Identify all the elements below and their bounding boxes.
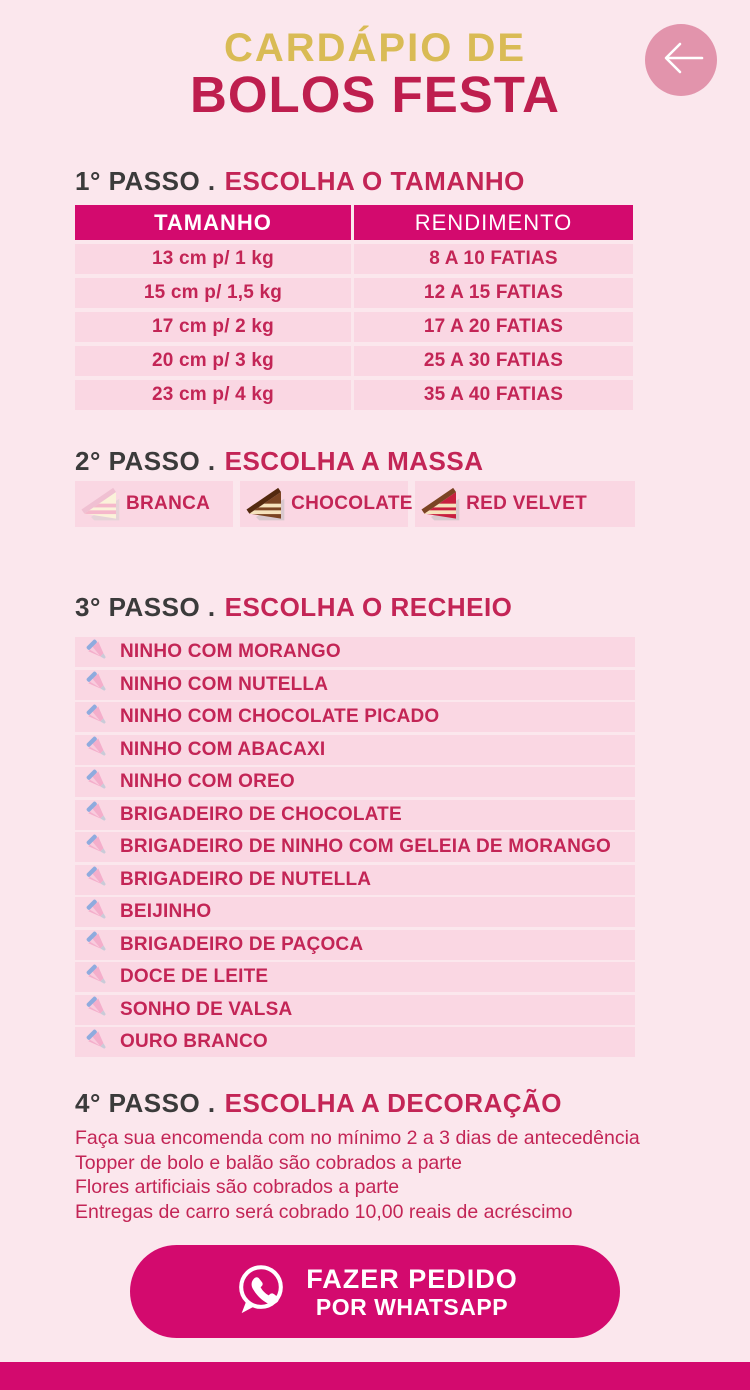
piping-bag-icon [83, 798, 111, 831]
table-cell-size[interactable]: 23 cm p/ 4 kg [75, 380, 351, 410]
massa-option-chocolate[interactable] [240, 481, 413, 527]
back-button[interactable] [645, 24, 717, 96]
table-cell-size[interactable]: 17 cm p/ 2 kg [75, 312, 351, 342]
white-cake-slice-icon [81, 482, 121, 527]
step-2-title: ESCOLHA A MASSA [224, 446, 484, 476]
red-velvet-cake-slice-icon [421, 482, 461, 527]
page-title [0, 26, 750, 123]
step-3-title: ESCOLHA O RECHEIO [224, 592, 513, 622]
note-line: Flores artificiais são cobrados a parte [75, 1176, 400, 1198]
piping-bag-icon [83, 733, 111, 766]
piping-bag-icon [83, 863, 111, 896]
bottom-accent-bar [0, 1362, 750, 1390]
massa-options [75, 481, 635, 527]
massa-option-red-velvet[interactable] [415, 481, 635, 527]
size-table [75, 205, 633, 410]
piping-bag-icon [83, 896, 111, 929]
size-table-header-rendimento: RENDIMENTO [354, 205, 633, 240]
massa-option-label: BRANCA [126, 493, 211, 514]
massa-option-label: RED VELVET [466, 493, 587, 514]
step-3-label: 3° PASSO . [75, 592, 216, 622]
piping-bag-icon [83, 993, 111, 1026]
recheio-option[interactable]: OURO BRANCO [75, 1027, 635, 1057]
massa-option-label: CHOCOLATE [291, 493, 413, 514]
recheio-option[interactable]: DOCE DE LEITE [75, 962, 635, 992]
recheio-options [75, 637, 635, 1057]
step-1-title: ESCOLHA O TAMANHO [224, 166, 525, 196]
recheio-option[interactable]: BRIGADEIRO DE CHOCOLATE [75, 800, 635, 830]
step-1-label: 1° PASSO . [75, 166, 216, 196]
step-4-label: 4° PASSO . [75, 1088, 216, 1118]
step-3-heading [75, 592, 635, 623]
arrow-left-icon [658, 40, 704, 81]
note-line: Entregas de carro será cobrado 10,00 reais de acréscimo [75, 1200, 573, 1223]
page-title-line1: CARDÁPIO DE [223, 26, 527, 70]
recheio-option[interactable]: NINHO COM CHOCOLATE PICADO [75, 702, 635, 732]
piping-bag-icon [83, 668, 111, 701]
massa-option-branca[interactable] [75, 481, 233, 527]
cta-line2: POR WHATSAPP [315, 1293, 509, 1320]
table-cell-yield[interactable]: 17 A 20 FATIAS [354, 312, 633, 342]
note-line: Topper de bolo e balão são cobrados a parte [75, 1151, 463, 1174]
piping-bag-icon [83, 636, 111, 669]
piping-bag-icon [83, 928, 111, 961]
recheio-option[interactable]: NINHO COM MORANGO [75, 637, 635, 667]
note-line: Faça sua encomenda com no mínimo 2 a 3 dias de antecedência [75, 1127, 640, 1149]
table-cell-size[interactable]: 20 cm p/ 3 kg [75, 346, 351, 376]
recheio-option[interactable]: NINHO COM NUTELLA [75, 670, 635, 700]
piping-bag-icon [83, 766, 111, 799]
table-cell-yield[interactable]: 35 A 40 FATIAS [354, 380, 633, 410]
whatsapp-order-button[interactable] [130, 1245, 620, 1338]
table-cell-yield[interactable]: 8 A 10 FATIAS [354, 244, 633, 274]
piping-bag-icon [83, 831, 111, 864]
step-2-heading [75, 446, 635, 477]
recheio-option[interactable]: BRIGADEIRO DE NUTELLA [75, 865, 635, 895]
step-2-label: 2° PASSO . [75, 446, 216, 476]
cta-line1: FAZER PEDIDO [306, 1263, 518, 1294]
step-4-heading [75, 1088, 635, 1119]
recheio-option[interactable]: NINHO COM OREO [75, 767, 635, 797]
table-cell-size[interactable]: 13 cm p/ 1 kg [75, 244, 351, 274]
recheio-option[interactable]: BRIGADEIRO DE PAÇOCA [75, 930, 635, 960]
order-notes [75, 1126, 655, 1224]
recheio-option[interactable]: NINHO COM ABACAXI [75, 735, 635, 765]
table-cell-yield[interactable]: 25 A 30 FATIAS [354, 346, 633, 376]
piping-bag-icon [83, 701, 111, 734]
table-cell-yield[interactable]: 12 A 15 FATIAS [354, 278, 633, 308]
recheio-option[interactable]: SONHO DE VALSA [75, 995, 635, 1025]
whatsapp-icon [232, 1260, 290, 1323]
piping-bag-icon [83, 961, 111, 994]
step-4-title: ESCOLHA A DECORAÇÃO [224, 1088, 563, 1118]
recheio-option[interactable]: BRIGADEIRO DE NINHO COM GELEIA DE MORANGO [75, 832, 635, 862]
chocolate-cake-slice-icon [246, 482, 286, 527]
page-title-line2: BOLOS FESTA [190, 66, 560, 123]
cta-text [306, 1264, 518, 1320]
piping-bag-icon [83, 1026, 111, 1059]
size-table-header-tamanho: TAMANHO [75, 205, 351, 240]
step-1-heading [75, 166, 635, 197]
recheio-option[interactable]: BEIJINHO [75, 897, 635, 927]
table-cell-size[interactable]: 15 cm p/ 1,5 kg [75, 278, 351, 308]
